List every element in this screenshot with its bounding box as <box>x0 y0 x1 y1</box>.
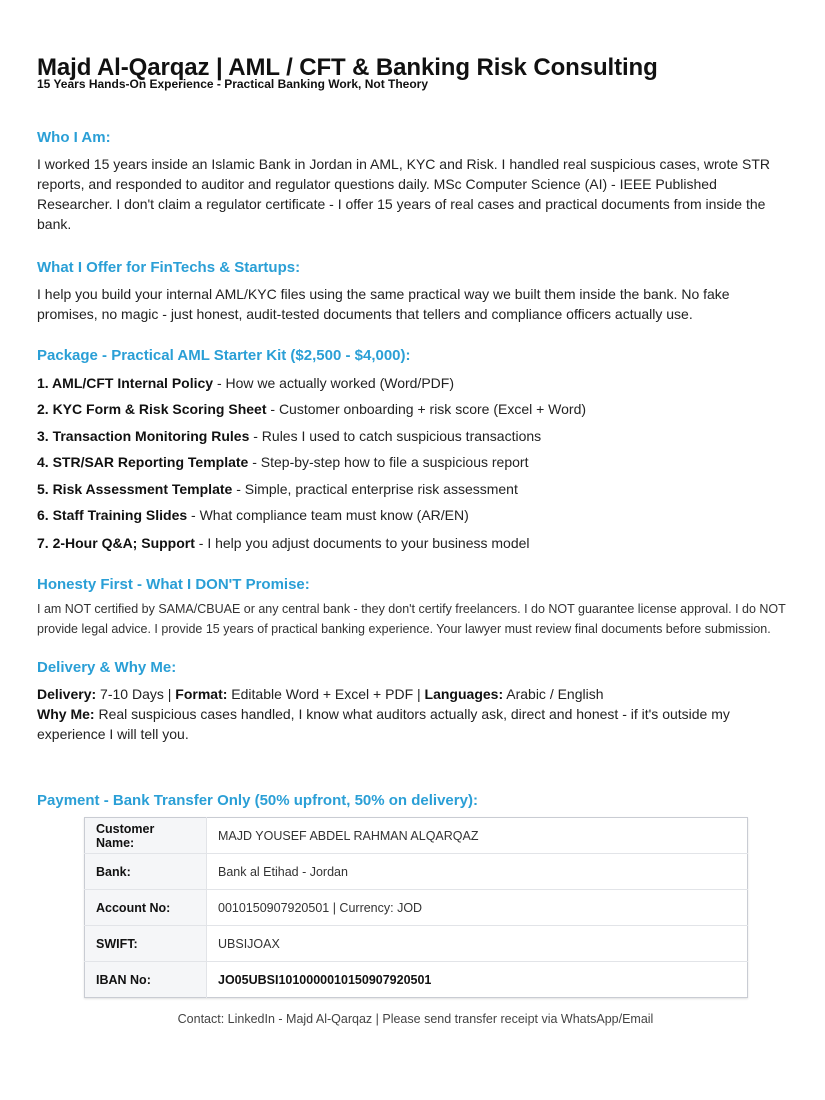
who-i-am-heading: Who I Am: <box>37 129 111 146</box>
bank-field-label: IBAN No: <box>85 962 207 998</box>
table-row <box>85 854 748 890</box>
page-subtitle: 15 Years Hands-On Experience - Practical Banking Work, Not Theory <box>37 77 429 91</box>
table-row <box>85 926 748 962</box>
bank-field-value: MAJD YOUSEF ABDEL RAHMAN ALQARQAZ <box>218 828 479 843</box>
honesty-text: I am NOT certified by SAMA/CBUAE or any central bank - they don't certify freelancers. I do NOT guarantee license approval. I do NOT provide legal advice. I provide 15 years of practical banking experience. Your lawyer must review final documents before submission. <box>37 602 786 636</box>
offer-heading: What I Offer for FinTechs & Startups: <box>37 259 301 276</box>
package-item-desc: - What compliance team must know (AR/EN) <box>187 507 469 523</box>
package-item-name: 5. Risk Assessment Template <box>37 481 233 497</box>
bank-field-label: SWIFT: <box>85 926 207 962</box>
why-me-label: Why Me: <box>37 706 95 722</box>
package-item-desc: - Rules I used to catch suspicious transactions <box>249 428 542 444</box>
package-item-name: 7. 2-Hour Q&A; Support <box>37 535 195 551</box>
delivery-heading: Delivery & Why Me: <box>37 659 177 676</box>
package-item-name: 3. Transaction Monitoring Rules <box>37 428 250 444</box>
package-item <box>37 479 518 499</box>
table-row <box>85 818 748 854</box>
why-me-line <box>37 704 792 744</box>
table-row <box>85 962 748 998</box>
languages-value: Arabic / English <box>503 686 604 702</box>
package-item-desc: - Step-by-step how to file a suspicious report <box>248 454 529 470</box>
bank-field-label: Customer Name: <box>85 818 207 854</box>
who-i-am-text: I worked 15 years inside an Islamic Bank in Jordan in AML, KYC and Risk. I handled real suspicious cases, wrote STR reports, and responded to auditor and regulator questions daily. MSc Computer Science (AI) - IEEE Published Researcher. I don't claim a regulator certificate - I offer 15 years of real cases and practical documents from inside the bank. <box>37 156 771 232</box>
package-item <box>37 452 528 472</box>
bank-field-label: Bank: <box>85 854 207 890</box>
delivery-label: Delivery: <box>37 686 97 702</box>
honesty-heading: Honesty First - What I DON'T Promise: <box>37 576 310 593</box>
bank-details-table <box>84 817 748 998</box>
bank-field-value: UBSIJOAX <box>207 926 748 962</box>
package-heading: Package - Practical AML Starter Kit ($2,500 - $4,000): <box>37 347 411 364</box>
payment-heading: Payment - Bank Transfer Only (50% upfront, 50% on delivery): <box>37 792 478 809</box>
delivery-value: 7-10 Days | <box>96 686 176 702</box>
package-item <box>37 505 469 525</box>
package-item <box>37 373 454 393</box>
contact-footer: Contact: LinkedIn - Majd Al-Qarqaz | Please send transfer receipt via WhatsApp/Email <box>177 1012 654 1026</box>
table-row <box>85 890 748 926</box>
package-item-name: 4. STR/SAR Reporting Template <box>37 454 249 470</box>
package-item-desc: - I help you adjust documents to your business model <box>194 535 530 551</box>
package-item <box>37 533 530 553</box>
bank-field-value: 0010150907920501 | Currency: JOD <box>207 890 748 926</box>
package-item <box>37 426 541 446</box>
bank-field-label: Account No: <box>85 890 207 926</box>
format-value: Editable Word + Excel + PDF | <box>227 686 425 702</box>
bank-field-value: Bank al Etihad - Jordan <box>207 854 748 890</box>
iban-value: JO05UBSI1010000010150907920501 <box>207 962 748 998</box>
package-item-desc: - Customer onboarding + risk score (Excel + Word) <box>266 401 587 417</box>
package-item-desc: - Simple, practical enterprise risk assessment <box>232 481 518 497</box>
why-me-value: Real suspicious cases handled, I know what auditors actually ask, direct and honest - if it's outside my experience I will tell you. <box>37 706 730 742</box>
package-item-name: 2. KYC Form & Risk Scoring Sheet <box>37 401 267 417</box>
languages-label: Languages: <box>424 686 504 702</box>
package-item-name: 1. AML/CFT Internal Policy <box>37 375 214 391</box>
page-title: Majd Al-Qarqaz | AML / CFT & Banking Risk Consulting <box>37 54 658 81</box>
format-label: Format: <box>175 686 228 702</box>
delivery-line <box>37 684 792 704</box>
package-item <box>37 399 586 419</box>
package-item-name: 6. Staff Training Slides <box>37 507 188 523</box>
package-item-desc: - How we actually worked (Word/PDF) <box>213 375 454 391</box>
offer-text: I help you build your internal AML/KYC files using the same practical way we built them inside the bank. No fake promises, no magic - just honest, audit-tested documents that tellers and compliance officers actually use. <box>37 286 730 322</box>
